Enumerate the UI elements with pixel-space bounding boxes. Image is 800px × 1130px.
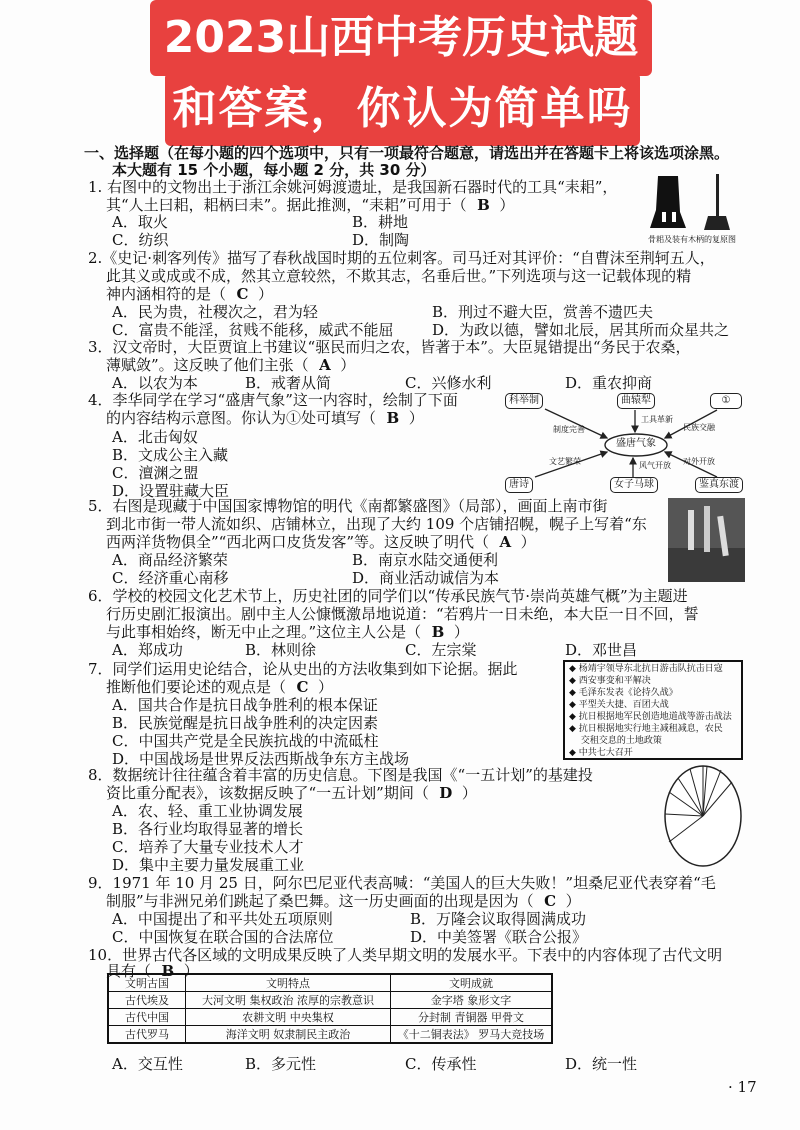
page-number: · 17 <box>728 1078 757 1096</box>
option-b: B．多元性 <box>245 1055 317 1073</box>
question-stem-continued <box>106 533 536 551</box>
stem-text: 3．汉文帝时，大臣贾谊上书建议“驱民而归之农，皆著于本”。大臣晁错提出“务民于农桑， <box>88 338 691 356</box>
evidence-item: ◆ 抗日根据地实行地主减租减息，农民 <box>569 724 723 734</box>
option-a: A．国共合作是抗日战争胜利的根本保证 <box>112 696 378 714</box>
question-stem-continued <box>106 515 647 533</box>
artifact-caption: 骨耜及装有木柄的复原图 <box>648 235 736 244</box>
option-b: B．耕地 <box>352 213 409 231</box>
question-stem <box>88 391 458 409</box>
stem-text: 制服”与非洲兄弟们跳起了桑巴舞。这一历史画面的出现是因为（ <box>106 892 534 910</box>
artifact-image <box>650 172 745 232</box>
paren: ） <box>452 784 477 802</box>
question-stem <box>88 587 688 605</box>
question-stem-continued <box>106 678 333 696</box>
option-c: C．经济重心南移 <box>112 569 229 587</box>
stem-text: 神内涵相符的是（ <box>106 285 227 303</box>
option-d: D．中美签署《联合公报》 <box>410 928 588 946</box>
edge-label: 风气开放 <box>639 461 671 470</box>
diagram-node: 科举制 <box>505 393 543 409</box>
answer <box>467 196 490 214</box>
option-b: B．戒奢从简 <box>245 374 332 392</box>
option-b: B．民族觉醒是抗日战争胜利的决定因素 <box>112 714 379 732</box>
answer-letter: A <box>499 533 512 551</box>
option-a: A．商品经济繁荣 <box>112 551 228 569</box>
diagram-node: 曲辕犁 <box>617 393 655 409</box>
question-stem-continued <box>106 356 355 374</box>
painting-image <box>668 498 745 582</box>
stem-text: 行历史剧汇报演出。剧中主人公慷慨激昂地说道：“若鸦片一日未绝，本大臣一日不回，誓 <box>106 605 699 623</box>
answer-letter: C <box>544 892 557 910</box>
paren: ） <box>330 356 356 374</box>
stem-text: 其“人土曰耜，耜柄曰耒”。据此推测，“耒耜”可用于（ <box>106 196 467 214</box>
paren: ） <box>556 892 581 910</box>
answer-letter: D <box>439 784 453 802</box>
evidence-item: ◆ 毛泽东发表《论持久战》 <box>569 688 678 698</box>
diagram-node: 鉴真东渡 <box>695 477 743 493</box>
option-c: C．中国恢复在联合国的合法席位 <box>112 928 334 946</box>
option-d: D．中国战场是世界反法西斯战争东方主战场 <box>112 750 410 768</box>
question-stem-continued <box>106 285 273 303</box>
stem-text: 2.《史记·刺客列传》描写了春秋战国时期的五位刺客。司马迁对其评价：“自曹沫至荆轲五人， <box>88 249 715 267</box>
stem-text: 8．数据统计往往蕴含着丰富的历史信息。下图是我国《“一五计划”的基建投 <box>88 766 593 784</box>
option-d: D．制陶 <box>352 231 410 249</box>
title-banner-line2: 和答案，你认为简单吗 <box>165 72 640 146</box>
option-d: D．邓世昌 <box>565 641 638 659</box>
title-banner-line1: 2023山西中考历史试题 <box>150 0 652 76</box>
paren: ） <box>399 409 424 427</box>
paren: ） <box>489 196 515 214</box>
answer-letter: C <box>236 285 249 303</box>
option-c: C．中国共产党是全民族抗战的中流砥柱 <box>112 732 379 750</box>
option-a: A．农、轻、重工业协调发展 <box>112 802 303 820</box>
option-c: C．富贵不能淫，贫贱不能移，威武不能屈 <box>112 321 394 339</box>
table-row <box>108 1009 552 1026</box>
answer-letter: A <box>319 356 331 374</box>
paren: ） <box>511 533 536 551</box>
edge-label: 民族交融 <box>683 423 715 432</box>
answer <box>534 892 556 910</box>
question-stem <box>88 249 715 267</box>
answer <box>226 285 248 303</box>
answer-letter: B <box>386 409 400 427</box>
diagram-node: 女子马球 <box>610 477 658 493</box>
question-stem <box>88 178 617 196</box>
stem-text: 推断他们要论述的观点是（ <box>106 678 287 696</box>
table-cell: 分封制 青铜器 甲骨文 <box>391 1009 553 1026</box>
question-stem <box>88 660 518 678</box>
table-cell: 古代罗马 <box>108 1026 186 1044</box>
paren: ） <box>174 962 199 980</box>
stem-text: 具有（ <box>106 962 152 980</box>
option-a: A．北击匈奴 <box>112 428 198 446</box>
section-heading: 一、选择题（在每小题的四个选项中，只有一项最符合题意，请选出并在答题卡上将该选项涂黑。 <box>84 144 730 162</box>
stem-text: 的内容结构示意图。你认为①处可填写（ <box>106 409 377 427</box>
question-stem <box>88 338 691 356</box>
question-stem-continued <box>106 605 699 623</box>
table-cell: 古代中国 <box>108 1009 186 1026</box>
question-stem-continued <box>106 623 469 641</box>
stem-text: 到北市街一带人流如织、店铺林立，出现了大约 109 个店铺招幌，幌子上写着“东 <box>106 515 647 533</box>
evidence-box <box>563 660 743 760</box>
option-c: C．澶渊之盟 <box>112 464 199 482</box>
option-c: C．纺织 <box>112 231 169 249</box>
question-stem-continued <box>106 409 424 427</box>
option-d: D．商业活动诚信为本 <box>352 569 500 587</box>
question-stem-continued <box>106 892 581 910</box>
answer-letter: B <box>477 196 490 214</box>
evidence-item: ◆ 抗日根据地军民创造地道战等游击战法 <box>569 712 732 722</box>
stem-text: 7．同学们运用史论结合，论从史出的方法收集到如下论据。据此 <box>88 660 518 678</box>
stem-text: 6．学校的校园文化艺术节上，历史社团的同学们以“传承民族气节·崇尚英雄气概”为主题进 <box>88 587 688 605</box>
table-cell: 古代埃及 <box>108 992 186 1009</box>
diagram-center: 盛唐气象 <box>616 438 656 449</box>
table-cell: 《十二铜表法》 罗马大竞技场 <box>391 1026 553 1044</box>
answer <box>429 784 452 802</box>
evidence-item: ◆ 杨靖宇领导东北抗日游击队抗击日寇 <box>569 664 723 674</box>
question-stem <box>88 497 608 515</box>
option-d: D．设置驻藏大臣 <box>112 482 230 500</box>
option-b: B．文成公主入藏 <box>112 446 229 464</box>
table-header: 文明古国 <box>108 974 186 992</box>
option-b: B．南京水陆交通便利 <box>352 551 499 569</box>
answer-letter: C <box>296 678 309 696</box>
table-header: 文明成就 <box>391 974 553 992</box>
evidence-item: 交租交息的土地政策 <box>569 736 662 746</box>
section-subheading: 本大题有 15 个小题，每小题 2 分，共 30 分） <box>112 161 436 179</box>
diagram-node: ① <box>710 393 742 409</box>
investment-pie-chart <box>662 764 744 868</box>
option-c: C．左宗棠 <box>405 641 477 659</box>
answer <box>421 623 444 641</box>
stem-text: 薄赋敛”。这反映了他们主张（ <box>106 356 309 374</box>
option-d: D．统一性 <box>565 1055 638 1073</box>
table-cell: 大河文明 集权政治 浓厚的宗教意识 <box>186 992 391 1009</box>
paren: ） <box>308 678 333 696</box>
table-header-row <box>108 974 552 992</box>
table-cell: 金字塔 象形文字 <box>391 992 553 1009</box>
stem-text: 10．世界古代各区域的文明成果反映了人类早期文明的发展水平。下表中的内容体现了古代文明 <box>88 946 723 964</box>
evidence-item: ◆ 中共七大召开 <box>569 748 633 758</box>
answer <box>376 409 399 427</box>
option-b: B．刑过不避大臣，赏善不遗匹夫 <box>432 303 654 321</box>
paren: ） <box>248 285 273 303</box>
option-a: A．交互性 <box>112 1055 183 1073</box>
stem-text: 9．1971 年 10 月 25 日，阿尔巴尼亚代表高喊：“美国人的巨大失败！”坦桑尼亚代表穿着“毛 <box>88 874 716 892</box>
edge-label: 制度完善 <box>553 425 585 434</box>
stem-text: 与此事相始终，断无中止之理。”这位主人公是（ <box>106 623 422 641</box>
table-cell: 农耕文明 中央集权 <box>186 1009 391 1026</box>
evidence-item: ◆ 平型关大捷、百团大战 <box>569 700 669 710</box>
question-stem <box>88 874 716 892</box>
option-c: C．培养了大量专业技术人才 <box>112 838 304 856</box>
table-cell: 海洋文明 奴隶制民主政治 <box>186 1026 391 1044</box>
stem-text: 4．李华同学在学习“盛唐气象”这一内容时，绘制了下面 <box>88 391 458 409</box>
civilization-table <box>107 973 553 1044</box>
table-row <box>108 1026 552 1044</box>
evidence-item: ◆ 西安事变和平解决 <box>569 676 651 686</box>
table-row <box>108 992 552 1009</box>
option-b: B．各行业均取得显著的增长 <box>112 820 304 838</box>
question-stem-continued <box>106 784 477 802</box>
diagram-node: 唐诗 <box>505 477 533 493</box>
answer <box>286 678 308 696</box>
stem-text: 资比重分配表》，该数据反映了“一五计划”期间（ <box>106 784 429 802</box>
option-c: C．传承性 <box>405 1055 477 1073</box>
edge-label: 对外开放 <box>683 457 715 466</box>
option-d: D．重农抑商 <box>565 374 653 392</box>
option-d: D．为政以德，譬如北辰，居其所而众星共之 <box>432 321 730 339</box>
edge-label: 工具革新 <box>641 415 673 424</box>
answer-letter: B <box>431 623 445 641</box>
question-stem-continued <box>106 267 691 285</box>
stem-text: 此其义或成或不成，然其立意较然，不欺其志，名垂后世。”下列选项与这一记载体现的精 <box>106 267 692 285</box>
option-a: A．取火 <box>112 213 168 231</box>
option-b: B．万隆会议取得圆满成功 <box>410 910 587 928</box>
tang-diagram <box>505 393 747 495</box>
option-a: A．民为贵，社稷次之，君为轻 <box>112 303 318 321</box>
question-stem-continued <box>106 196 514 214</box>
stem-text: 5．右图是现藏于中国国家博物馆的明代《南都繁盛图》（局部），画面上南市街 <box>88 497 608 515</box>
table-header: 文明特点 <box>186 974 391 992</box>
option-a: A．中国提出了和平共处五项原则 <box>112 910 333 928</box>
question-stem <box>88 766 593 784</box>
option-a: A．郑成功 <box>112 641 183 659</box>
answer <box>309 356 331 374</box>
edge-label: 文艺繁荣 <box>549 457 581 466</box>
option-a: A．以农为本 <box>112 374 198 392</box>
stem-text: 1. 右图中的文物出土于浙江余姚河姆渡遗址，是我国新石器时代的工具“耒耜”， <box>88 178 618 196</box>
option-d: D．集中主要力量发展重工业 <box>112 856 305 874</box>
paren: ） <box>444 623 469 641</box>
option-b: B．林则徐 <box>245 641 317 659</box>
option-c: C．兴修水利 <box>405 374 492 392</box>
answer-letter: B <box>161 962 175 980</box>
answer <box>489 533 511 551</box>
stem-text: 西两洋货物俱全”“西北两口皮货发客”等。这反映了明代（ <box>106 533 490 551</box>
